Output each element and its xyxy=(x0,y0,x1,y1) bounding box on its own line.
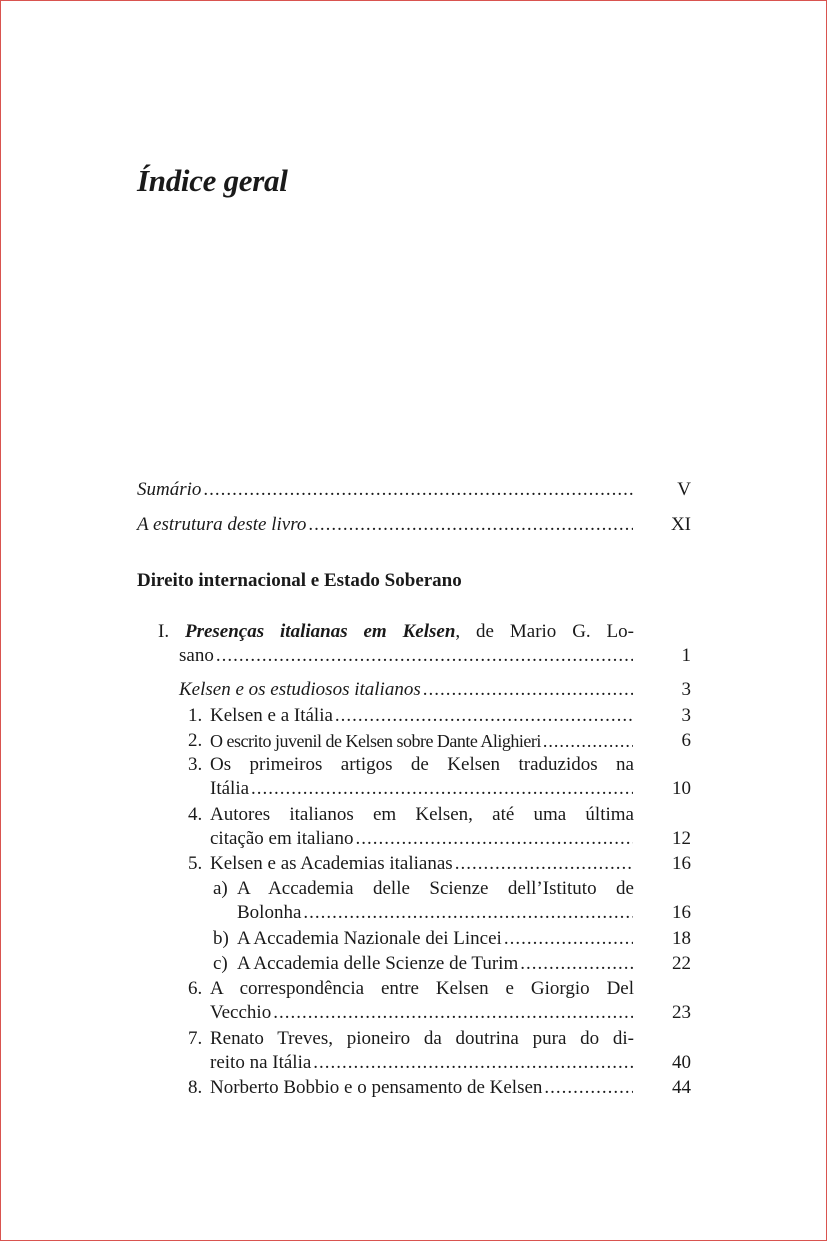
dot-leader xyxy=(313,1051,633,1075)
section-heading: Direito internacional e Estado Soberano xyxy=(137,570,462,591)
dot-leader xyxy=(423,678,633,702)
toc-item-5b[interactable] xyxy=(237,927,691,951)
toc-item-3-line1[interactable]: Os primeiros artigos de Kelsen traduzidos na xyxy=(210,754,634,775)
item-letter: c) xyxy=(213,953,228,974)
toc-page-number: 3 xyxy=(681,679,691,700)
dot-leader xyxy=(273,1001,633,1025)
toc-item-5c[interactable] xyxy=(237,952,691,976)
dot-leader xyxy=(251,777,633,801)
item-number: 8. xyxy=(188,1077,203,1098)
toc-page-number: 22 xyxy=(672,953,691,974)
toc-subheading[interactable] xyxy=(179,678,691,702)
toc-page-number: V xyxy=(677,479,691,500)
dot-leader xyxy=(544,1076,633,1100)
item-number: 4. xyxy=(188,804,203,825)
toc-page-number: 23 xyxy=(672,1002,691,1023)
toc-page-number: 16 xyxy=(672,853,691,874)
item-number: 6. xyxy=(188,978,203,999)
toc-entry-label: Bolonha xyxy=(237,902,302,923)
toc-page-number: 12 xyxy=(672,828,691,849)
toc-page-number: 18 xyxy=(672,928,691,949)
dot-leader xyxy=(504,927,633,951)
toc-page-number: 3 xyxy=(681,705,691,726)
toc-item-6[interactable] xyxy=(210,1001,691,1025)
chapter-title-cont: sano xyxy=(179,645,214,666)
item-number: 3. xyxy=(188,754,203,775)
chapter-title: Presenças italianas em Kelsen xyxy=(184,621,456,642)
dot-leader xyxy=(303,901,633,925)
page-title: Índice geral xyxy=(137,163,288,198)
toc-item-5a[interactable] xyxy=(237,901,691,925)
dot-leader xyxy=(335,704,633,728)
toc-item-1[interactable] xyxy=(210,704,691,728)
toc-item-7-line1[interactable]: Renato Treves, pioneiro da doutrina pura do di- xyxy=(210,1028,634,1049)
toc-entry-label: Kelsen e as Academias italianas xyxy=(210,853,453,874)
dot-leader xyxy=(216,644,633,668)
chapter-author: , de Mario G. Lo- xyxy=(455,621,634,642)
toc-entry-label: Sumário xyxy=(137,479,202,500)
toc-entry-label: O escrito juvenil de Kelsen sobre Dante Alighieri xyxy=(210,731,541,751)
toc-item-5[interactable] xyxy=(210,852,691,876)
toc-item-8[interactable] xyxy=(210,1076,691,1100)
toc-entry-label: Kelsen e os estudiosos italianos xyxy=(179,679,421,700)
toc-item-4-line1[interactable]: Autores italianos em Kelsen, até uma última xyxy=(210,804,634,825)
toc-page-number: 6 xyxy=(681,730,691,751)
item-letter: b) xyxy=(213,928,229,949)
item-number: 5. xyxy=(188,853,203,874)
chapter-heading[interactable] xyxy=(158,620,634,644)
toc-item-6-line1[interactable]: A correspondência entre Kelsen e Giorgio Del xyxy=(210,978,634,999)
chapter-heading-cont[interactable] xyxy=(179,644,691,668)
toc-entry-label: citação em italiano xyxy=(210,828,354,849)
item-number: 2. xyxy=(188,730,203,751)
dot-leader xyxy=(355,827,633,851)
item-number: 1. xyxy=(188,705,203,726)
toc-item-7[interactable] xyxy=(210,1051,691,1075)
toc-entry-label: Kelsen e a Itália xyxy=(210,705,333,726)
dot-leader xyxy=(543,729,633,753)
dot-leader xyxy=(203,478,633,502)
toc-entry-label: Norberto Bobbio e o pensamento de Kelsen xyxy=(210,1077,543,1098)
toc-item-2[interactable] xyxy=(210,729,691,753)
toc-page-number: 10 xyxy=(672,778,691,799)
dot-leader xyxy=(455,852,633,876)
toc-entry-estrutura[interactable] xyxy=(137,513,691,537)
toc-page-number: 1 xyxy=(681,645,691,666)
toc-item-5a-line1[interactable]: A Accademia delle Scienze dell’Istituto de xyxy=(237,878,634,899)
toc-entry-label: Itália xyxy=(210,778,250,799)
toc-entry-label: Vecchio xyxy=(210,1002,272,1023)
toc-entry-label: A estrutura deste livro xyxy=(137,514,307,535)
dot-leader xyxy=(308,513,633,537)
toc-item-3[interactable] xyxy=(210,777,691,801)
toc-page-number: 44 xyxy=(672,1077,691,1098)
toc-page-number: 16 xyxy=(672,902,691,923)
item-number: 7. xyxy=(188,1028,203,1049)
toc-entry-sumario[interactable] xyxy=(137,478,691,502)
toc-item-4[interactable] xyxy=(210,827,691,851)
toc-page-number: 40 xyxy=(672,1052,691,1073)
item-letter: a) xyxy=(213,878,228,899)
toc-page-number: XI xyxy=(670,514,691,535)
dot-leader xyxy=(520,952,633,976)
chapter-number: I. xyxy=(158,621,170,642)
toc-entry-label: A Accademia delle Scienze de Turim xyxy=(237,953,519,974)
toc-entry-label: A Accademia Nazionale dei Lincei xyxy=(237,928,502,949)
toc-entry-label: reito na Itália xyxy=(210,1052,312,1073)
